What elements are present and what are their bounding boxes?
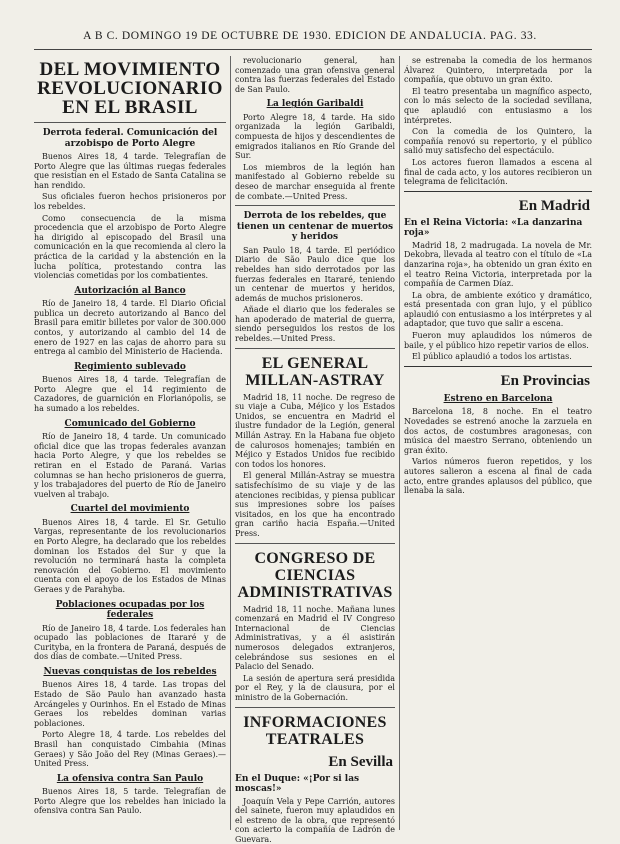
article-paragraph: se estrenaba la comedia de los hermanos Álvarez Quintero, interpretada por la compañía, que obtuvo un gran éxito.	[404, 56, 592, 85]
article-paragraph: Río de Janeiro 18, 4 tarde. Un comunicado oficial dice que las tropas federales avanzan hacia Porto Alegre, y que los rebeldes se retiran en el Estado de Paraná. Varias columnas se han hecho prisioneros de guerra, y los trabajadores del puerto de Río de Janeiro vuelven al trabajo.	[34, 432, 226, 499]
place-heading-sevilla: En Sevilla	[235, 754, 393, 770]
place-heading-madrid: En Madrid	[404, 198, 590, 214]
column-3	[404, 56, 592, 830]
article-paragraph: Buenos Aires 18, 5 tarde. Telegrafían de Porto Alegre que los rebeldes han iniciado la ofensiva contra San Paulo.	[34, 787, 226, 816]
article-paragraph: Río de Janeiro 18, 4 tarde. Los federales han ocupado las poblaciones de Itararé y de Curityba, en la frontera de Paraná, después de dos días de combate.—United Press.	[34, 624, 226, 662]
article-paragraph: Sus oficiales fueron hechos prisioneros por los rebeldes.	[34, 192, 226, 211]
divider	[235, 707, 395, 708]
header-rule	[34, 49, 592, 50]
article-paragraph: Buenos Aires 18, 4 tarde. Telegrafían de Porto Alegre que el 14 regimiento de Cazadores, de guarnición en Florianópolis, se ha sumado a los rebeldes.	[34, 375, 226, 413]
column-divider-2	[399, 56, 400, 830]
article-paragraph: Añade el diario que los federales se han apoderado de material de guerra, siendo perseguidos los restos de los rebeldes.—United Press.	[235, 305, 395, 343]
subhead-estreno-barcelona: Estreno en Barcelona	[404, 394, 592, 405]
headline-millan-astray: EL GENERAL MILLAN-ASTRAY	[235, 355, 395, 389]
article-paragraph: Los actores fueron llamados a escena al final de cada acto, y los autores recibieron un telegrama de felicitación.	[404, 158, 592, 187]
headline-congreso: CONGRESO DE CIENCIAS ADMINISTRATIVAS	[235, 550, 395, 601]
column-2	[235, 56, 395, 830]
article-paragraph: Buenos Aires 18, 4 tarde. El Sr. Getulio Vargas, representante de los revolucionarios en Porto Alegre, ha declarado que los rebeldes dominan los Estados del Sur y que la revolución no terminará hasta la completa renovación del Gobierno. El movimiento cuenta con el apoyo de los Estados de Minas Geraes y de Parahyba.	[34, 518, 226, 595]
subhead-cuartel: Cuartel del movimiento	[34, 504, 226, 515]
article-paragraph: Buenos Aires 18, 4 tarde. Telegrafían de Porto Alegre que las últimas ruegas federales que resistían en el Estado de Santa Catalina se han rendido.	[34, 152, 226, 190]
article-paragraph: Río de Janeiro 18, 4 tarde. El Diario Oficial publica un decreto autorizando al Banco del Brasil para emitir billetes por valor de 300.000 contos, y autorizando al cambio del 14 de enero de 1927 en las cajas de ahorro para su entrega al cambio del Ministerio de Hacienda.	[34, 299, 226, 357]
article-paragraph: La sesión de apertura será presidida por el Rey, y la de clausura, por el ministro de la Gobernación.	[235, 674, 395, 703]
article-paragraph: Barcelona 18, 8 noche. En el teatro Novedades se estrenó anoche la zarzuela en dos actos, de costumbres aragonesas, con música del maestro Serrano, obteniendo un gran éxito.	[404, 407, 592, 455]
article-paragraph: El teatro presentaba un magnífico aspecto, con lo más selecto de la sociedad sevillana, que aplaudió con entusiasmo a los intérpretes.	[404, 87, 592, 125]
article-paragraph: Fueron muy aplaudidos los números de baile, y el público hizo repetir varios de ellos.	[404, 331, 592, 350]
column-divider-1	[230, 56, 231, 830]
column-1	[34, 56, 226, 830]
divider	[404, 366, 592, 367]
article-paragraph: Porto Alegre 18, 4 tarde. Ha sido organizada la legión Garibaldi, compuesta de hijos y descendientes de emigrados italianos en Río Grande del Sur.	[235, 113, 395, 161]
headline-informaciones-teatrales: INFORMACIONES TEATRALES	[235, 714, 395, 748]
subhead-derrota-federal: Derrota federal. Comunicación del arzobispo de Porto Alegre	[34, 128, 226, 149]
article-paragraph: Varios números fueron repetidos, y los autores salieron a escena al final de cada acto, entre grandes aplausos del público, que llenaba la sala.	[404, 457, 592, 495]
subhead-derrota-rebeldes: Derrota de los rebeldes, que tienen un centenar de muertos y heridos	[235, 211, 395, 243]
article-paragraph: El público aplaudió a todos los artistas.	[404, 352, 592, 362]
article-paragraph: Porto Alegre 18, 4 tarde. Los rebeldes del Brasil han conquistado Cimbahia (Minas Geraes) y São João del Rey (Minas Geraes).—United Press.	[34, 730, 226, 768]
divider	[235, 543, 395, 544]
article-paragraph: El general Millán-Astray se muestra satisfechísimo de su viaje y de las atenciones recibidas, y piensa publicar sus impresiones sobre los países visitados, en los que ha encontrado gran cariño hacia España.—United Press.	[235, 471, 395, 538]
divider	[404, 191, 592, 192]
subhead-nuevas-conquistas: Nuevas conquistas de los rebeldes	[34, 667, 226, 678]
main-headline: DEL MOVIMIENTO REVOLUCIONARIO EN EL BRASIL	[34, 60, 226, 117]
subhead-ofensiva-san-paulo: La ofensiva contra San Paulo	[34, 774, 226, 785]
subhead-comunicado-gobierno: Comunicado del Gobierno	[34, 419, 226, 430]
article-paragraph: Madrid 18, 2 madrugada. La novela de Mr. Dekobra, llevada al teatro con el título de «La danzarina roja», ha obtenido un gran éxito en el teatro Reina Victoria, interpretada por la compañía de Carmen Díaz.	[404, 241, 592, 289]
article-paragraph: Madrid 18, 11 noche. De regreso de su viaje a Cuba, Méjico y los Estados Unidos, se encuentra en Madrid el ilustre fundador de la Legión, general Millán Astray. En la Habana fue objeto de calurosos homenajes; también en Méjico y Estados Unidos fue recibido con todos los honores.	[235, 393, 395, 470]
article-paragraph: La obra, de ambiente exótico y dramático, está presentada con gran lujo, y el público aplaudió con entusiasmo a los intérpretes y al adaptador, que tuvo que salir a escena.	[404, 291, 592, 329]
article-paragraph: Como consecuencia de la misma procedencia que el arzobispo de Porto Alegre ha dirigido al episcopado del Brasil una comunicación en la que recomienda al clero la práctica de la caridad y la abstención en la lucha política, protestando contra las violencias cometidas por los combatientes.	[34, 214, 226, 281]
subhead-legion-garibaldi: La legión Garibaldi	[235, 99, 395, 110]
article-paragraph: revolucionario general, han comenzado una gran ofensiva general contra las fuerzas federales del Estado de San Paulo.	[235, 56, 395, 94]
subhead-reina-victoria: En el Reina Victoria: «La danzarina roja»	[404, 218, 592, 239]
subhead-autorizacion-banco: Autorización al Banco	[34, 286, 226, 297]
place-heading-provincias: En Provincias	[404, 373, 590, 389]
article-paragraph: Con la comedia de los Quintero, la compañía renovó su repertorio, y el público salió muy satisfecho del espectáculo.	[404, 127, 592, 156]
divider	[235, 348, 395, 349]
subhead-poblaciones-ocupadas: Poblaciones ocupadas por los federales	[34, 600, 226, 621]
page-header: A B C. DOMINGO 19 DE OCTUBRE DE 1930. EDICION DE ANDALUCIA. PAG. 33.	[0, 30, 620, 46]
subhead-duque: En el Duque: «¡Por si las moscas!»	[235, 774, 395, 795]
article-paragraph: Madrid 18, 11 noche. Mañana lunes comenzará en Madrid el IV Congreso Internacional de Ciencias Administrativas, y a él asistirán numerosos delegados extranjeros, celebrándose sus sesiones en el Palacio del Senado.	[235, 605, 395, 672]
divider	[34, 122, 226, 123]
divider	[235, 205, 395, 206]
article-paragraph: Buenos Aires 18, 4 tarde. Las tropas del Estado de São Paulo han avanzado hasta Arcángeles y Ourinhos. En el Estado de Minas Geraes los rebeldes dominan varias poblaciones.	[34, 680, 226, 728]
article-paragraph: Joaquín Vela y Pepe Carrión, autores del sainete, fueron muy aplaudidos en el estreno de la obra, que representó con acierto la compañía de Ladrón de Guevara.	[235, 797, 395, 844]
article-paragraph: San Paulo 18, 4 tarde. El periódico Diario de São Paulo dice que los rebeldes han sido derrotados por las fuerzas federales en Itararé, teniendo un centenar de muertos y heridos, además de muchos prisioneros.	[235, 246, 395, 304]
subhead-regimiento: Regimiento sublevado	[34, 362, 226, 373]
article-paragraph: Los miembros de la legión han manifestado al Gobierno rebelde su deseo de marchar enseguida al frente de combate.—United Press.	[235, 163, 395, 201]
